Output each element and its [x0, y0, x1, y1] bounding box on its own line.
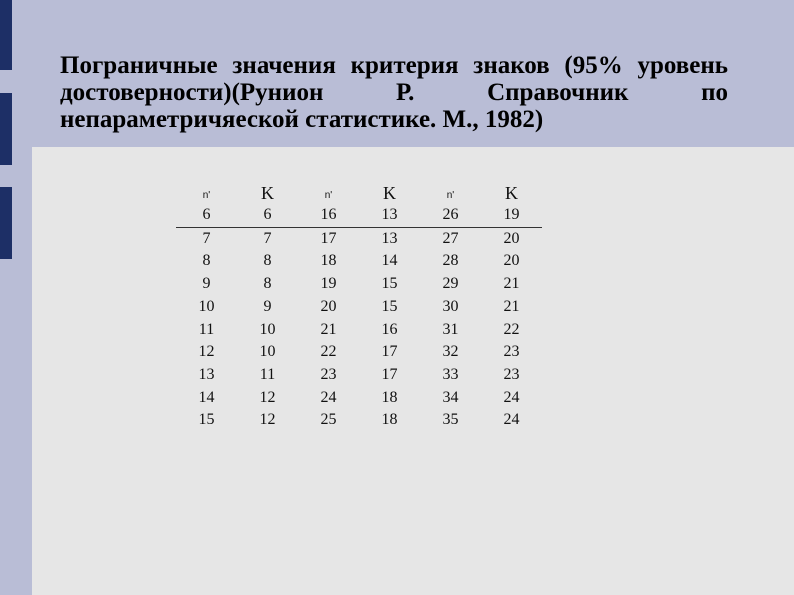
table-body — [176, 204, 542, 432]
slide-title: Пограничные значения критерия знаков (95% уровень достоверности)(Рунион Р. Справочник по непараметричяеской статистике. М., 1982) — [60, 52, 728, 133]
table-row — [176, 341, 542, 364]
table-cell: 35 — [442, 411, 459, 429]
table-cell: 30 — [442, 297, 459, 315]
table-cell: 22 — [503, 320, 520, 338]
table-cell: 18 — [381, 411, 398, 429]
table-cell: 23 — [320, 365, 337, 383]
table-cell: 10 — [259, 343, 276, 361]
table-cell: 17 — [381, 365, 398, 383]
table-cell: 15 — [381, 275, 398, 293]
table-cell: 24 — [503, 388, 520, 406]
table-cell: 21 — [503, 275, 520, 293]
table-cell: 18 — [320, 252, 337, 270]
header-k-1: K — [261, 183, 274, 203]
header-k-3: K — [505, 183, 518, 203]
table-cell: 28 — [442, 252, 459, 270]
table-cell: 15 — [381, 297, 398, 315]
table-row — [176, 319, 542, 342]
table-cell: 14 — [198, 388, 215, 406]
table-row — [176, 387, 542, 410]
table-cell: 16 — [381, 320, 398, 338]
header-n-1: n' — [202, 190, 211, 201]
table-row — [176, 250, 542, 273]
table-cell: 13 — [381, 229, 398, 247]
table-cell: 17 — [320, 229, 337, 247]
table-cell: 22 — [320, 343, 337, 361]
table-cell: 23 — [503, 365, 520, 383]
table-row — [176, 296, 542, 319]
table-cell: 25 — [320, 411, 337, 429]
table-cell: 27 — [442, 229, 459, 247]
table-row — [176, 204, 542, 227]
table-row — [176, 364, 542, 387]
table-cell: 21 — [320, 320, 337, 338]
table-cell: 16 — [298, 204, 359, 227]
table-cell: 11 — [259, 365, 276, 383]
accent-bar-bottom — [0, 187, 12, 259]
table-cell: 10 — [198, 297, 215, 315]
table-row — [176, 409, 542, 432]
table-cell: 21 — [503, 297, 520, 315]
accent-bar-top — [0, 0, 12, 70]
table-cell: 15 — [198, 411, 215, 429]
table-cell: 13 — [359, 204, 420, 227]
table-cell: 19 — [320, 275, 337, 293]
table-cell: 20 — [503, 229, 520, 247]
table-cell: 19 — [481, 204, 542, 227]
table-cell: 10 — [259, 320, 276, 338]
table-cell: 13 — [198, 365, 215, 383]
table-cell: 23 — [503, 343, 520, 361]
table-cell: 20 — [320, 297, 337, 315]
table-cell: 9 — [202, 275, 211, 293]
table-row — [176, 227, 542, 250]
accent-bar-middle — [0, 93, 12, 165]
table-row — [176, 273, 542, 296]
table-cell: 8 — [263, 252, 272, 270]
table-cell: 12 — [259, 388, 276, 406]
table-cell: 6 — [237, 204, 298, 227]
sign-test-critical-values-table — [176, 177, 542, 432]
table-cell: 31 — [442, 320, 459, 338]
table-cell: 17 — [381, 343, 398, 361]
table-cell: 8 — [202, 252, 211, 270]
table-cell: 14 — [381, 252, 398, 270]
table-cell: 7 — [263, 229, 272, 247]
table-cell: 12 — [198, 343, 215, 361]
table-cell: 7 — [202, 229, 211, 247]
table-cell: 26 — [420, 204, 481, 227]
table-cell: 12 — [259, 411, 276, 429]
table-cell: 11 — [198, 320, 215, 338]
table-cell: 32 — [442, 343, 459, 361]
table-header-row — [176, 177, 542, 204]
table-cell: 33 — [442, 365, 459, 383]
table-cell: 9 — [263, 297, 272, 315]
table-cell: 18 — [381, 388, 398, 406]
table-cell: 6 — [176, 204, 237, 227]
table-cell: 24 — [320, 388, 337, 406]
table-cell: 24 — [503, 411, 520, 429]
header-n-2: n' — [324, 190, 333, 201]
table-cell: 34 — [442, 388, 459, 406]
header-n-3: n' — [446, 190, 455, 201]
table-cell: 29 — [442, 275, 459, 293]
table-cell: 20 — [503, 252, 520, 270]
table-cell: 8 — [263, 275, 272, 293]
header-k-2: K — [383, 183, 396, 203]
